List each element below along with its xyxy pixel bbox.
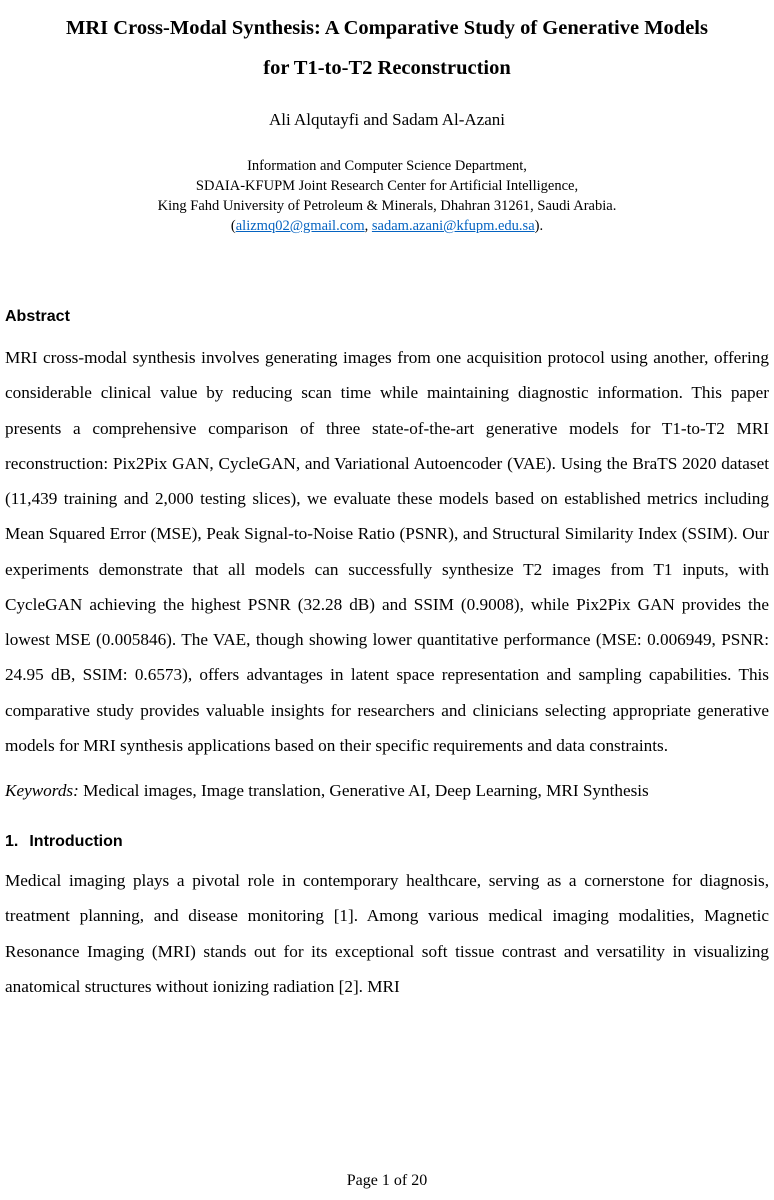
abstract-paragraph: MRI cross-modal synthesis involves generating images from one acquisition protocol using another, offering considerable clinical value by reducing scan time while maintaining diagnostic information. This paper presents a comprehensive comparison of three state-of-the-art generative models for T1-to-T2 MRI reconstruction: Pix2Pix GAN, CycleGAN, and Variational Autoencoder (VAE). Using the BraTS 2020 dataset (11,439 training and 2,000 testing slices), we evaluate these models based on established metrics including Mean Squared Error (MSE), Peak Signal-to-Noise Ratio (PSNR), and Structural Similarity Index (SSIM). Our experiments demonstrate that all models can successfully synthesize T2 images from T1 inputs, with CycleGAN achieving the highest PSNR (32.28 dB) and SSIM (0.9008), while Pix2Pix GAN provides the lowest MSE (0.005846). The VAE, though showing lower quantitative performance (MSE: 0.006949, PSNR: 24.95 dB, SSIM: 0.6573), offers advantages in latent space representation and sampling capabilities. This comparative study provides valuable insights for researchers and clinicians selecting appropriate generative models for MRI synthesis applications based on their specific requirements and data constraints.: [5, 348, 769, 755]
emails-close-paren: ).: [534, 218, 544, 234]
author-emails-line: [5, 216, 769, 236]
email-link-1[interactable]: alizmq02@gmail.com: [235, 218, 365, 234]
paper-title-line1: MRI Cross-Modal Synthesis: A Comparative Study of Generative Models: [66, 17, 708, 39]
page-number-footer: Page 1 of 20: [346, 1172, 428, 1189]
keywords-line: [5, 781, 769, 801]
introduction-paragraph: Medical imaging plays a pivotal role in contemporary healthcare, serving as a cornerstone for diagnosis, treatment planning, and disease monitoring [1]. Among various medical imaging modalities, Magnetic Resonance Imaging (MRI) stands out for its exceptional soft tissue contrast and versatility in visualizing anatomical structures without ionizing radiation [2]. MRI: [5, 871, 769, 996]
affiliation-block: [5, 156, 769, 236]
author-names: Ali Alqutayfi and Sadam Al-Azani: [268, 110, 506, 129]
emails-separator: ,: [364, 218, 372, 234]
affiliation-line-university: King Fahd University of Petroleum & Minerals, Dhahran 31261, Saudi Arabia.: [157, 198, 617, 214]
email-link-2[interactable]: sadam.azani@kfupm.edu.sa: [371, 218, 535, 234]
section-title: Introduction: [29, 833, 123, 851]
abstract-heading: Abstract: [5, 308, 70, 325]
emails-open-paren: (: [230, 218, 236, 234]
paper-title-line2: for T1-to-T2 Reconstruction: [263, 57, 511, 79]
section-number: 1.: [5, 833, 19, 851]
paper-title: [5, 8, 769, 88]
keywords-label: Keywords:: [5, 781, 79, 801]
affiliation-line-center: SDAIA-KFUPM Joint Research Center for Artificial Intelligence,: [195, 178, 579, 194]
affiliation-line-department: Information and Computer Science Department,: [247, 158, 527, 174]
section-heading-introduction: [5, 833, 769, 851]
keywords-text: Medical images, Image translation, Generative AI, Deep Learning, MRI Synthesis: [78, 781, 649, 801]
